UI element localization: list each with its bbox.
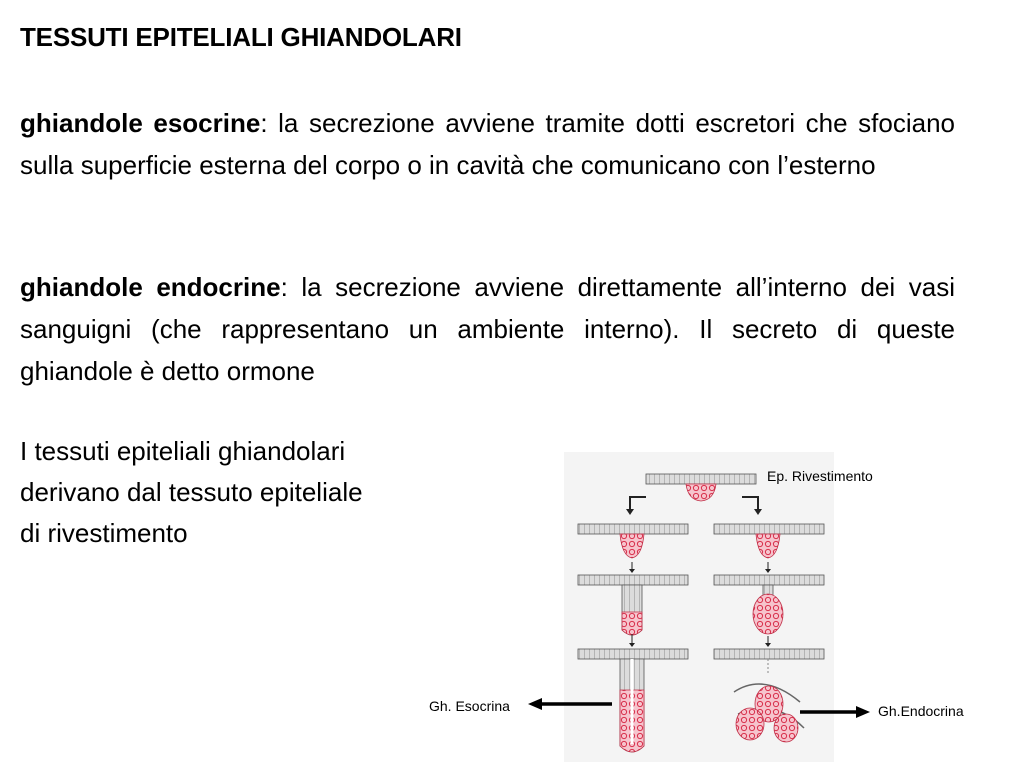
covering-epithelium-stage	[646, 474, 756, 501]
endocrine-text: : la secrezione avviene direttamente all’interno dei vasi sanguigni (che rappresentano un ambiente interno). Il secreto di queste ghiandole è detto ormone	[20, 272, 955, 386]
label-endocrine-gland: Gh.Endocrina	[878, 703, 964, 719]
label-covering-epithelium: Ep. Rivestimento	[767, 468, 873, 484]
origin-paragraph	[20, 431, 363, 554]
label-exocrine-gland: Gh. Esocrina	[429, 698, 510, 714]
origin-line: derivano dal tessuto epiteliale	[20, 477, 363, 507]
page-title: TESSUTI EPITELIALI GHIANDOLARI	[20, 22, 462, 52]
label-arrows	[520, 690, 880, 730]
origin-line: di rivestimento	[20, 518, 188, 548]
endocrine-paragraph	[20, 266, 955, 392]
exocrine-paragraph	[20, 102, 955, 186]
endocrine-term: ghiandole endocrine	[20, 272, 281, 302]
exocrine-text: : la secrezione avviene tramite dotti escretori che sfociano sulla superficie esterna del corpo o in cavità che comunicano con l’esterno	[20, 108, 955, 180]
origin-line: I tessuti epiteliali ghiandolari	[20, 436, 346, 466]
exocrine-term: ghiandole esocrine	[20, 108, 261, 138]
